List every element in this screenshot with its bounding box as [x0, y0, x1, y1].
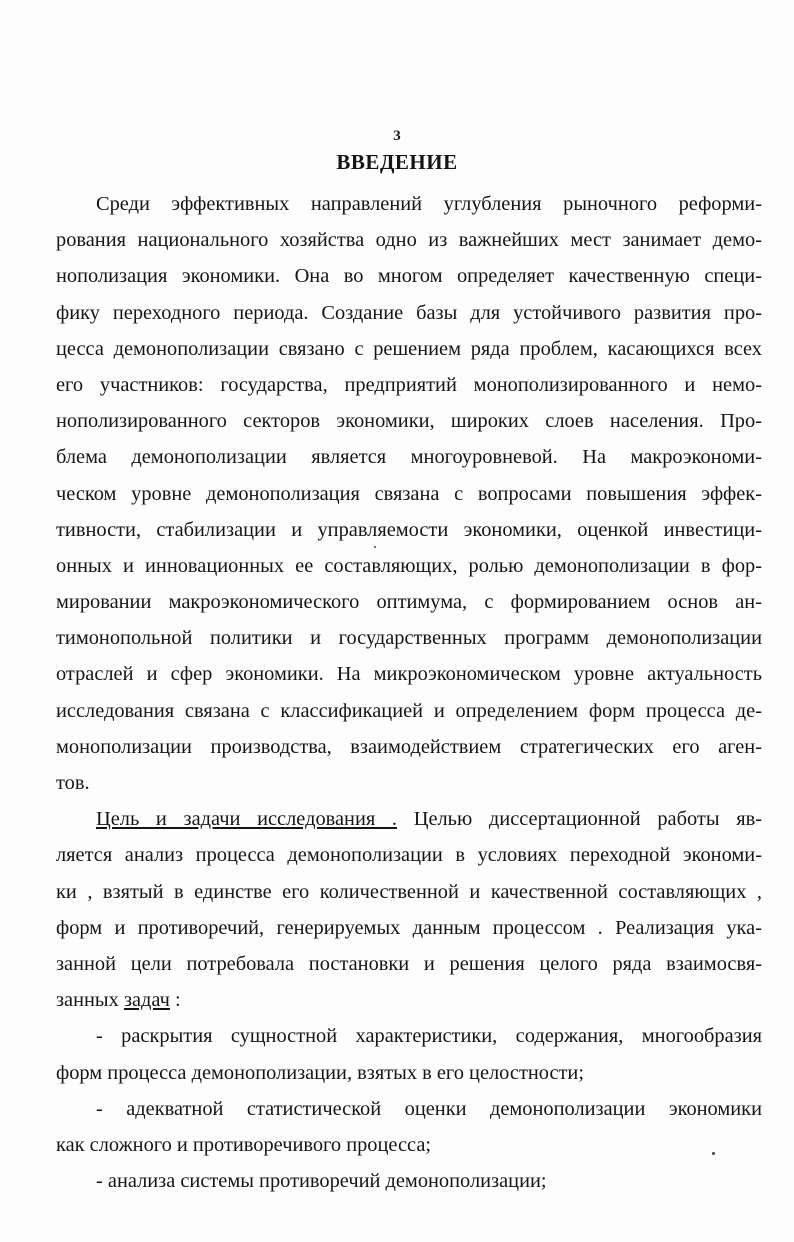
text-line: ки , взятый в единстве его количественной и качественной составляющих ,	[56, 880, 762, 903]
list-item	[56, 1163, 762, 1199]
text-line	[56, 982, 762, 1018]
paragraph-intro	[56, 186, 762, 801]
text-fragment: Целью диссертационной работы яв-	[397, 808, 763, 831]
paragraph-goals	[56, 801, 762, 1018]
text-line: ляется анализ процесса демонополизации в условиях переходной экономи-	[56, 844, 762, 867]
text-line: нополизация экономики. Она во многом определяет качественную специ-	[56, 265, 762, 288]
page-number: 3	[393, 128, 401, 144]
list-item	[56, 1018, 762, 1090]
text-line: блема демонополизации является многоуровневой. На макроэкономи-	[56, 446, 762, 469]
scan-speck	[712, 1152, 715, 1155]
text-line: форм и противоречий, генерируемых данным процессом . Реализация ука-	[56, 916, 762, 939]
text-fragment: :	[169, 989, 181, 1012]
section-title-underlined: Цель и задачи исследования .	[96, 808, 398, 831]
text-line	[56, 801, 762, 837]
text-line: занной цели потребовала постановки и решения целого ряда взаимосвя-	[56, 952, 762, 975]
text-line: исследования связана с классификацией и определением форм процесса де-	[56, 699, 762, 722]
body-text	[56, 186, 762, 1199]
text-line: тов.	[56, 772, 90, 794]
text-line: нополизированного секторов экономики, широких слоев населения. Про-	[56, 410, 762, 433]
text-line: фику переходного периода. Создание базы для устойчивого развития про-	[56, 301, 762, 324]
list-item	[56, 1091, 762, 1163]
text-fragment: занных	[56, 989, 124, 1012]
text-line: мировании макроэкономического оптимума, с формированием основ ан-	[56, 591, 762, 614]
scan-speck	[374, 546, 376, 548]
text-line: монополизации производства, взаимодействием стратегических его аген-	[56, 735, 762, 758]
text-line: его участников: государства, предприятий монополизированного и немо-	[56, 373, 762, 396]
text-line: как сложного и противоречивого процесса;	[56, 1133, 432, 1156]
page-title: ВВЕДЕНИЕ	[336, 150, 458, 174]
text-line: - анализа системы противоречий демонополизации;	[96, 1170, 547, 1193]
text-line: цесса демонополизации связано с решением ряда проблем, касающихся всех	[56, 337, 762, 360]
text-line: Среди эффективных направлений углубления рыночного реформи-	[96, 193, 762, 215]
text-line: ческом уровне демонополизация связана с вопросами повышения эффек-	[56, 482, 762, 505]
text-line: форм процесса демонополизации, взятых в его целостности;	[56, 1061, 585, 1084]
text-line: онных и инновационных ее составляющих, ролью демонополизации в фор-	[56, 554, 762, 577]
text-line: - раскрытия сущностной характеристики, содержания, многообразия	[96, 1025, 762, 1048]
text-line: - адекватной статистической оценки демонополизации экономики	[96, 1097, 762, 1120]
text-line: рования национального хозяйства одно из важнейших мест занимает демо-	[56, 229, 762, 252]
underlined-term: задач	[123, 989, 170, 1012]
text-line: тивности, стабилизации и управляемости экономики, оценкой инвестици-	[56, 518, 762, 541]
text-line: тимонопольной политики и государственных программ демонополизации	[56, 627, 762, 650]
text-line: отраслей и сфер экономики. На микроэкономическом уровне актуальность	[56, 663, 762, 686]
